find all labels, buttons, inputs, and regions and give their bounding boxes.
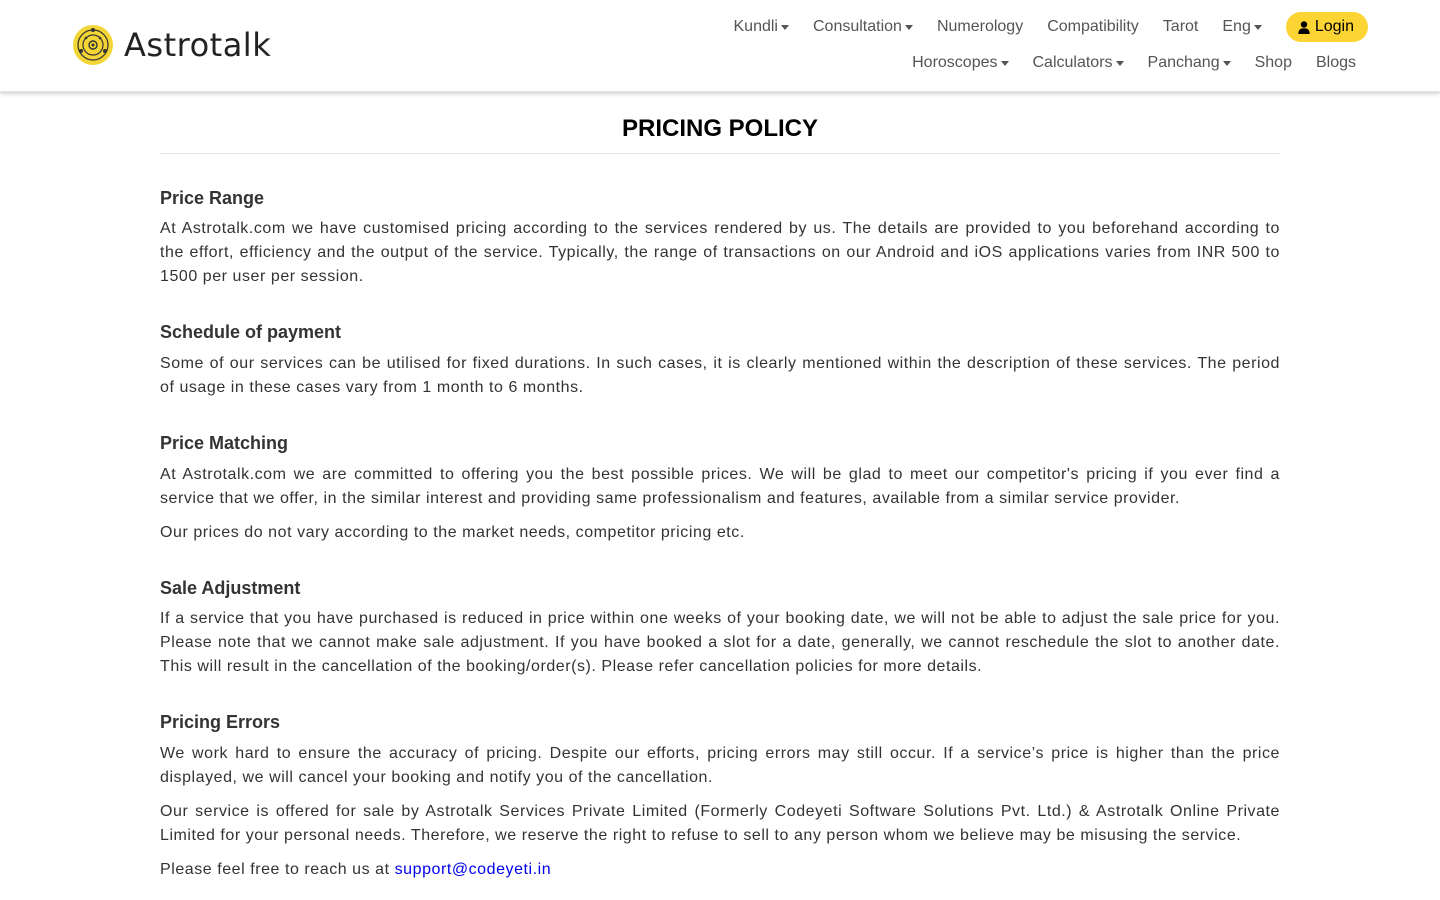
nav-panchang-label: Panchang xyxy=(1147,54,1220,71)
nav-shop-label: Shop xyxy=(1254,54,1292,71)
caret-down-icon xyxy=(1223,61,1231,66)
contact-line xyxy=(160,858,1280,882)
nav-kundli-label: Kundli xyxy=(733,18,778,35)
section-heading: Sale Adjustment xyxy=(160,578,301,598)
nav-horoscopes-label: Horoscopes xyxy=(912,54,998,71)
section-paragraph: At Astrotalk.com we are committed to offering you the best possible prices. We will be glad to meet our competitor's pricing if you ever find a service that we offer, in the similar interest and providing same professionalism and features, available from a similar service provider. xyxy=(160,466,1280,507)
nav-primary xyxy=(710,12,1369,42)
nav-tarot-label: Tarot xyxy=(1162,18,1199,35)
nav-numerology-label: Numerology xyxy=(936,18,1024,35)
section-price-range xyxy=(160,187,1280,289)
nav-calculators-label: Calculators xyxy=(1032,54,1113,71)
user-icon xyxy=(1298,21,1310,34)
caret-down-icon xyxy=(1001,61,1009,66)
section-sale-adjustment xyxy=(160,577,1280,679)
section-paragraph: We work hard to ensure the accuracy of pricing. Despite our efforts, pricing errors may still occur. If a service’s price is higher than the price displayed, we will cancel your booking and notify you of the cancellation. xyxy=(160,745,1280,786)
nav-calculators[interactable] xyxy=(1033,48,1124,78)
nav-compatibility[interactable] xyxy=(1047,12,1139,42)
astrotalk-logo-icon xyxy=(72,24,114,66)
section-pricing-errors xyxy=(160,711,1280,882)
section-heading: Price Matching xyxy=(160,433,289,453)
caret-down-icon xyxy=(905,25,913,30)
section-heading: Price Range xyxy=(160,188,265,208)
section-paragraph: Our prices do not vary according to the market needs, competitor pricing etc. xyxy=(160,524,745,541)
page-title: PRICING POLICY xyxy=(160,92,1280,154)
nav-consultation[interactable] xyxy=(813,12,913,42)
brand-name: Astrotalk xyxy=(124,26,272,64)
nav-kundli[interactable] xyxy=(734,12,789,42)
nav-blogs[interactable] xyxy=(1316,48,1356,78)
section-heading: Schedule of payment xyxy=(160,322,342,342)
language-selector[interactable] xyxy=(1222,12,1261,42)
login-label: Login xyxy=(1314,18,1354,35)
section-price-matching xyxy=(160,432,1280,545)
caret-down-icon xyxy=(1116,61,1124,66)
brand-logo[interactable] xyxy=(72,24,271,66)
nav-numerology[interactable] xyxy=(937,12,1023,42)
nav-shop[interactable] xyxy=(1255,48,1292,78)
language-label: Eng xyxy=(1222,18,1251,35)
caret-down-icon xyxy=(781,25,789,30)
section-schedule-of-payment xyxy=(160,321,1280,400)
section-paragraph: Some of our services can be utilised for fixed durations. In such cases, it is clearly mentioned within the description of these services. The period of usage in these cases vary from 1 month to 6 months. xyxy=(160,355,1280,396)
caret-down-icon xyxy=(1254,25,1262,30)
nav-consultation-label: Consultation xyxy=(812,18,902,35)
contact-prefix: Please feel free to reach us at xyxy=(160,861,390,878)
section-paragraph: At Astrotalk.com we have customised pricing according to the services rendered by us. The details are provided to you beforehand according to the effort, efficiency and the output of the service. Typically, the range of transactions on our Android and iOS applications varies from INR 500 to 1500 per user per session. xyxy=(160,220,1280,285)
nav-horoscopes[interactable] xyxy=(912,48,1008,78)
support-email-link[interactable]: support@codeyeti.in xyxy=(394,861,552,878)
nav-blogs-label: Blogs xyxy=(1315,54,1356,71)
section-paragraph: Our service is offered for sale by Astrotalk Services Private Limited (Formerly Codeyeti Software Solutions Pvt. Ltd.) & Astrotalk Online Private Limited for your personal needs. Therefore, we reserve the right to refuse to sell to any person whom we believe may be misusing the service. xyxy=(160,803,1280,844)
nav-compatibility-label: Compatibility xyxy=(1047,18,1139,35)
nav-secondary xyxy=(888,48,1356,78)
login-button[interactable] xyxy=(1286,12,1368,42)
main-content xyxy=(160,92,1280,882)
section-heading: Pricing Errors xyxy=(160,712,281,732)
nav-tarot[interactable] xyxy=(1163,12,1199,42)
nav-panchang[interactable] xyxy=(1148,48,1231,78)
site-header xyxy=(0,0,1440,92)
section-paragraph: If a service that you have purchased is reduced in price within one weeks of your booking date, we will not be able to adjust the sale price for you. Please note that we cannot make sale adjustment. If you have booked a slot for a date, generally, we cannot reschedule the slot to another date. This will result in the cancellation of the booking/order(s). Please refer cancellation policies for more details. xyxy=(160,610,1280,675)
